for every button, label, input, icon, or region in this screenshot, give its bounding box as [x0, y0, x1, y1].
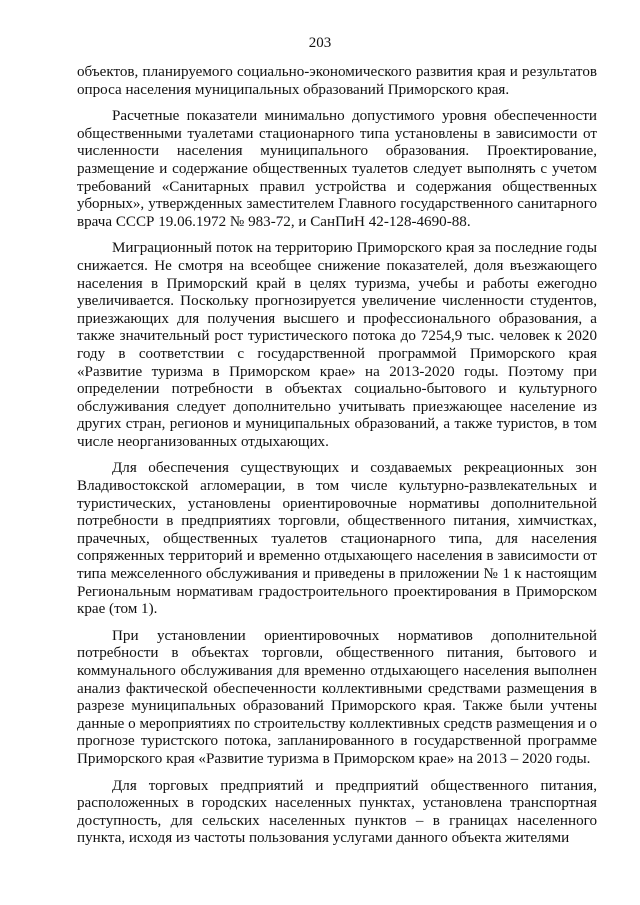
document-body: [77, 64, 597, 848]
paragraph: Для обеспечения существующих и создаваемых рекреационных зон Владивостокской агломерации, в том числе культурно-развлекательных и туристических, установлены ориентировочные нормативы дополнительной потребности в предприятиях торговли, общественного питания, химчистках, прачечных, общественных туалетов стационарного типа, для населения сопряженных территорий и временно отдыхающего населения в зависимости от типа межселенного обслуживания и приведены в приложении № 1 к настоящим Региональным нормативам градостроительного проектирования в Приморском крае (том 1).: [77, 460, 597, 618]
paragraph: Для торговых предприятий и предприятий общественного питания, расположенных в городских населенных пунктах, установлена транспортная доступность, для сельских населенных пунктов – в границах населенного пункта, исходя из частоты пользования услугами данного объекта жителями: [77, 777, 597, 847]
paragraph: При установлении ориентировочных нормативов дополнительной потребности в объектах торговли, общественного питания, бытового и коммунального обслуживания для временно отдыхающего населения выполнен анализ фактической обеспеченности коллективными средствами размещения в разрезе муниципальных образований Приморского края. Также были учтены данные о мероприятиях по строительству коллективных средств размещения и о прогнозе туристского потока, запланированного в государственной программе Приморского края «Развитие туризма в Приморском крае» на 2013 – 2020 годы.: [77, 627, 597, 767]
paragraph: объектов, планируемого социально-экономического развития края и результатов опроса населения муниципальных образований Приморского края.: [77, 64, 597, 98]
page-number: 203: [308, 35, 332, 51]
paragraph: Миграционный поток на территорию Приморского края за последние годы снижается. Не смотря на всеобщее снижение показателей, доля въезжающего населения в Приморский край в целях туризма, учебы и работы ежегодно увеличивается. Поскольку прогнозируется увеличение численности студентов, приезжающих для получения высшего и профессионального образования, а также значительный рост туристического потока до 7254,9 тыс. человек к 2020 году в соответствии с государственной программой Приморского края «Развитие туризма в Приморском крае» на 2013-2020 годы. Поэтому при определении потребности в объектах социально-бытового и культурного обслуживания следует дополнительно учитывать приезжающее население из других стран, регионов и муниципальных образований, а также туристов, в том числе неорганизованных отдыхающих.: [77, 240, 597, 450]
paragraph: Расчетные показатели минимально допустимого уровня обеспеченности общественными туалетами стационарного типа установлены в зависимости от численности населения муниципального образования. Проектирование, размещение и содержание общественных туалетов следует выполнять с учетом требований «Санитарных правил устройства и содержания общественных уборных», утвержденных заместителем Главного государственного санитарного врача СССР 19.06.1972 № 983-72, и СанПиН 42-128-4690-88.: [77, 108, 597, 230]
